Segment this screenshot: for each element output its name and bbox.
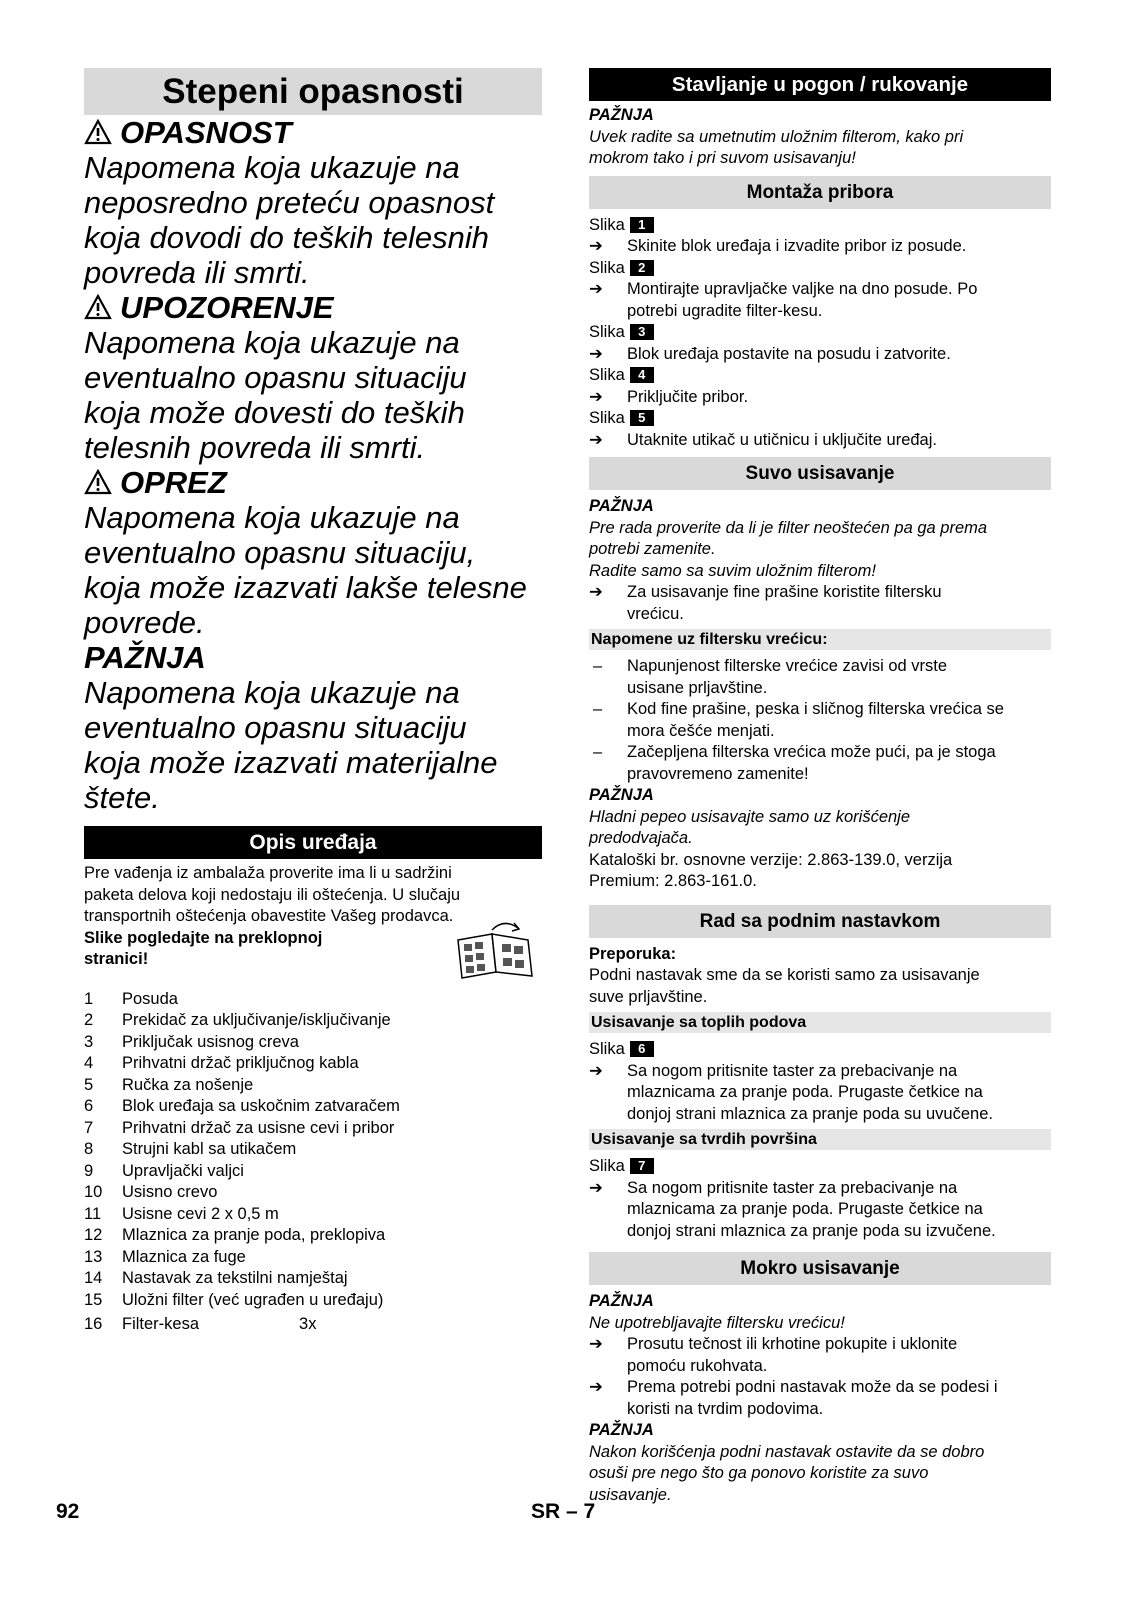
figure-reference: Slika 6 — [589, 1039, 1051, 1061]
final-note: Nakon korišćenja podni nastavak ostavite da se dobro osuši pre nego što ga ponovo koristite za suvo usisavanje. — [589, 1442, 985, 1504]
attention-label: PAŽNJA — [589, 106, 654, 124]
step-line: Skinite blok uređaja i izvadite pribor iz posude. — [627, 237, 967, 255]
part-name: Upravljački valjci — [122, 1161, 244, 1180]
hazard-label — [84, 290, 542, 325]
accessory-mounting-heading: Montaža pribora — [589, 176, 1051, 209]
list-item — [589, 344, 1051, 366]
part-number: 3 — [84, 1032, 94, 1051]
hazard-level — [84, 115, 542, 290]
floor-nozzle-heading: Rad sa podnim nastavkom — [589, 905, 1051, 938]
operation-heading: Stavljanje u pogon / rukovanje — [589, 68, 1051, 101]
list-item — [84, 1247, 542, 1269]
dash-bullet: – — [593, 700, 603, 718]
operation-note: Uvek radite sa umetnutim uložnim filterom, kako pri mokrom tako i pri suvom usisavanju! — [589, 127, 964, 167]
figure-reference: Slika 7 — [589, 1156, 1051, 1178]
figure-reference — [589, 365, 1051, 387]
part-number: 14 — [84, 1269, 103, 1287]
hazard-description-line: eventualno opasnu situaciju — [84, 710, 467, 745]
step-text — [627, 344, 951, 366]
figure-number-badge: 4 — [630, 367, 654, 383]
list-item: ➔ Za usisavanje fine prašine koristite filtersku vrećicu. — [589, 582, 1051, 625]
list-item — [84, 989, 542, 1011]
part-number: 10 — [84, 1183, 103, 1201]
list-item — [84, 1075, 542, 1097]
part-name: Priključak usisnog creva — [122, 1032, 299, 1051]
dry-vacuuming-heading: Suvo usisavanje — [589, 457, 1051, 490]
list-item — [589, 742, 1051, 785]
hazard-label-text: OPREZ — [120, 465, 227, 500]
attention-label: PAŽNJA — [589, 1421, 654, 1439]
ash-note: Hladni pepeo usisavajte samo uz korišćenje predodvajača. — [589, 807, 911, 847]
list-item — [589, 656, 1051, 699]
part-number: 6 — [84, 1097, 94, 1115]
part-number: 7 — [84, 1118, 94, 1137]
hazard-level — [84, 290, 542, 465]
attention-label: PAŽNJA — [589, 497, 654, 515]
note-line: Napunjenost filterske vrećice zavisi od vrste — [627, 657, 948, 675]
hazard-description-line: telesnih povreda ili smrti. — [84, 430, 426, 465]
list-item — [84, 1225, 542, 1247]
list-item — [84, 1032, 542, 1054]
arrow-right-icon: ➔ — [589, 1061, 603, 1080]
hazard-levels — [84, 115, 542, 815]
hazard-label — [84, 640, 542, 675]
figure-word: Slika — [589, 323, 625, 341]
hard-surfaces-heading: Usisavanje sa tvrdih površina — [589, 1129, 1051, 1150]
recommendation-label: Preporuka: — [589, 944, 677, 963]
list-item — [589, 430, 1051, 452]
hazard-label-text: PAŽNJA — [84, 640, 206, 675]
part-name: Prihvatni držač za usisne cevi i pribor — [122, 1118, 395, 1137]
part-name: Mlaznica za fuge — [122, 1247, 246, 1266]
hazard-level — [84, 640, 542, 815]
filter-bag-notes-heading: Napomene uz filtersku vrećicu: — [589, 629, 1051, 650]
figure-number-badge: 1 — [630, 217, 654, 233]
hazard-description-line: koja dovodi do teških telesnih — [84, 220, 489, 255]
hazard-description-line: koja može izazvati materijalne — [84, 745, 498, 780]
hazard-label — [84, 465, 542, 500]
list-item — [84, 1182, 542, 1204]
hazard-description-line: Napomena koja ukazuje na — [84, 675, 460, 710]
hazard-description-line: Napomena koja ukazuje na — [84, 325, 460, 360]
warm-floors-heading: Usisavanje sa toplih podova — [589, 1012, 1051, 1033]
figure-reference — [589, 215, 1051, 237]
list-item — [84, 1139, 542, 1161]
step-line: Montirajte upravljačke valjke na dno posude. Po — [627, 280, 978, 298]
dash-bullet: – — [593, 743, 603, 761]
left-column — [84, 68, 542, 1336]
note-text — [627, 656, 947, 699]
list-item: ➔ Prema potrebi podni nastavak može da se podesi i koristi na tvrdim podovima. — [589, 1377, 1051, 1420]
right-column — [589, 68, 1051, 1506]
part-name: Usisno crevo — [122, 1183, 218, 1201]
part-name: Posuda — [122, 989, 178, 1008]
list-item — [84, 1161, 542, 1183]
arrow-right-icon: ➔ — [589, 344, 603, 363]
hazard-description-line: povreda ili smrti. — [84, 255, 310, 290]
recommendation-text: Podni nastavak sme da se koristi samo za usisavanje suve prljavštine. — [589, 966, 980, 1006]
hazard-description-line: koja može izazvati lakše telesne — [84, 570, 527, 605]
list-item — [84, 1118, 542, 1140]
part-number: 12 — [84, 1226, 103, 1244]
list-item: 16 Filter-kesa 3x — [84, 1315, 317, 1333]
attention-label: PAŽNJA — [589, 1292, 654, 1310]
list-item — [589, 236, 1051, 258]
wet-note: Ne upotrebljavajte filtersku vrećicu! — [589, 1313, 845, 1332]
list-item — [84, 1268, 542, 1290]
list-item: ➔ Prosutu tečnost ili krhotine pokupite i uklonite pomoću rukohvata. — [589, 1334, 1051, 1377]
figure-number-badge: 3 — [630, 324, 654, 340]
parts-list — [84, 989, 542, 1312]
hazard-description-line: povrede. — [84, 605, 205, 640]
list-item — [84, 1290, 542, 1312]
figure-word: Slika — [589, 366, 625, 384]
list-item — [589, 387, 1051, 409]
figure-word: Slika — [589, 409, 625, 427]
attention-label: PAŽNJA — [589, 786, 654, 804]
arrow-right-icon: ➔ — [589, 430, 603, 449]
hazard-description-line: koja može dovesti do teških — [84, 395, 465, 430]
arrow-right-icon: ➔ — [589, 583, 603, 601]
hazard-description-line: eventualno opasnu situaciju, — [84, 535, 476, 570]
step-line: Priključite pribor. — [627, 387, 749, 406]
part-number: 15 — [84, 1290, 103, 1309]
arrow-right-icon: ➔ — [589, 1335, 603, 1353]
part-name: Prekidač za uključivanje/isključivanje — [122, 1011, 391, 1029]
figure-reference — [589, 408, 1051, 430]
warning-triangle-icon — [84, 294, 112, 320]
part-name: Nastavak za tekstilni namještaj — [122, 1269, 348, 1287]
list-item — [84, 1204, 542, 1226]
part-number: 8 — [84, 1140, 94, 1158]
list-item — [84, 1096, 542, 1118]
hazard-label — [84, 115, 542, 150]
hazard-description-line: neposredno preteću opasnost — [84, 185, 495, 220]
part-name: Ručka za nošenje — [122, 1075, 254, 1094]
page-title: Stepeni opasnosti — [84, 68, 542, 115]
part-name: Blok uređaja sa uskočnim zatvaračem — [122, 1097, 400, 1115]
part-number: 4 — [84, 1054, 94, 1072]
filter-bag-notes — [589, 656, 1051, 785]
device-description-heading: Opis uređaja — [84, 826, 542, 859]
list-item: ➔ Sa nogom pritisnite taster za prebacivanje na mlaznicama za pranje poda. Prugaste četkice na donjoj strani mlaznica za pranje poda su izvučene. — [589, 1178, 1051, 1243]
hazard-label-text: OPASNOST — [120, 115, 292, 150]
list-item: ➔ Sa nogom pritisnite taster za prebacivanje na mlaznicama za pranje poda. Prugaste četkice na donjoj strani mlaznica za pranje poda su uvučene. — [589, 1061, 1051, 1126]
note-line: Kod fine prašine, peska i sličnog filterska vrećica se — [627, 700, 1004, 718]
part-name: Prihvatni držač priključnog kabla — [122, 1054, 359, 1072]
mounting-steps — [589, 215, 1051, 452]
list-item — [589, 279, 1051, 322]
list-item — [84, 1010, 542, 1032]
part-name: Strujni kabl sa utikačem — [122, 1140, 297, 1158]
hazard-description-line: eventualno opasnu situaciju — [84, 360, 467, 395]
part-name: Uložni filter (već ugrađen u uređaju) — [122, 1290, 384, 1309]
figure-number-badge: 2 — [630, 260, 654, 276]
note-line: Začepljena filterska vrećica može pući, pa je stoga — [627, 743, 996, 761]
arrow-right-icon: ➔ — [589, 1178, 603, 1197]
figure-number-badge: 5 — [630, 410, 654, 426]
dash-bullet: – — [593, 657, 603, 675]
note-line: usisane prljavštine. — [627, 678, 768, 697]
see-pictures-note: Slike pogledajte na preklopnoj stranici! — [84, 928, 542, 971]
hazard-description-line: Napomena koja ukazuje na — [84, 500, 460, 535]
section-page-label: SR – 7 — [531, 1500, 596, 1523]
note-line: mora češće menjati. — [627, 721, 775, 740]
hazard-description-line: Napomena koja ukazuje na — [84, 150, 460, 185]
arrow-right-icon: ➔ — [589, 387, 603, 406]
step-text — [627, 279, 977, 322]
note-text — [627, 699, 1004, 742]
part-number: 1 — [84, 989, 94, 1008]
part-number: 2 — [84, 1011, 94, 1029]
part-name: Usisne cevi 2 x 0,5 m — [122, 1204, 279, 1223]
note-text — [627, 742, 996, 785]
figure-reference — [589, 322, 1051, 344]
step-text — [627, 430, 937, 452]
note-line: pravovremeno zamenite! — [627, 764, 809, 783]
hazard-description-line: štete. — [84, 780, 160, 815]
step-text — [627, 236, 966, 258]
figure-word: Slika — [589, 258, 625, 277]
part-number: 11 — [84, 1204, 102, 1223]
list-item — [84, 1053, 542, 1075]
figure-word: Slika — [589, 215, 625, 234]
part-number: 13 — [84, 1247, 103, 1266]
arrow-right-icon: ➔ — [589, 1378, 603, 1396]
arrow-right-icon: ➔ — [589, 237, 603, 255]
figure-reference — [589, 258, 1051, 280]
part-number: 9 — [84, 1161, 94, 1180]
page-number: 92 — [56, 1500, 80, 1523]
catalog-numbers: Kataloški br. osnovne verzije: 2.863-139.0, verzija Premium: 2.863-161.0. — [589, 850, 953, 890]
part-number: 5 — [84, 1075, 94, 1094]
list-item — [589, 699, 1051, 742]
step-text — [627, 387, 748, 409]
warning-triangle-icon — [84, 119, 112, 145]
step-line: potrebi ugradite filter-kesu. — [627, 301, 823, 320]
hazard-label-text: UPOZORENJE — [120, 290, 334, 325]
step-line: Utaknite utikač u utičnicu i uključite uređaj. — [627, 430, 937, 449]
part-name: Mlaznica za pranje poda, preklopiva — [122, 1226, 386, 1244]
dry-note: Pre rada proverite da li je filter neoštećen pa ga prema potrebi zamenite. Radite samo sa suvim uložnim filterom! — [589, 518, 988, 580]
intro-text: Pre vađenja iz ambalaža proverite ima li u sadržini paketa delova koji nedostaju ili oštećenja. U slučaju transportnih oštećenja obavestite Vašeg prodavca. — [84, 864, 461, 925]
arrow-right-icon: ➔ — [589, 280, 603, 298]
folded-booklet-icon — [452, 920, 544, 982]
warning-triangle-icon — [84, 469, 112, 495]
wet-vacuuming-heading: Mokro usisavanje — [589, 1252, 1051, 1285]
step-line: Blok uređaja postavite na posudu i zatvorite. — [627, 344, 951, 363]
hazard-level — [84, 465, 542, 640]
